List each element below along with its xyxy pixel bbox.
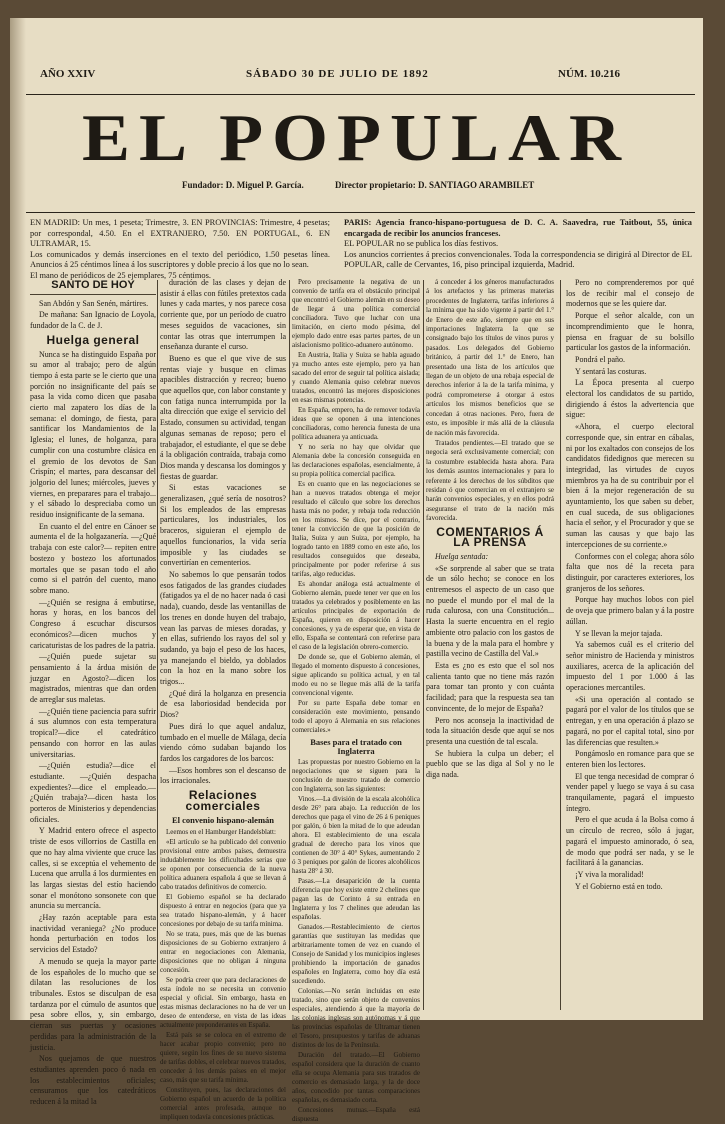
article-paragraph: á conceder á los géneros manufacturados á los artefactos y las primeras materias procedentes de Inglaterra, tarifas inferiores á la mínima que ha sido vigente á partir del 1.° de Enero de este año, siempre que en sus importaciones Inglaterra la que se consignado bajo los títulos de vinos puros y pasados. Los delegados del Gobierno británico, á partir del 1.° de Enero, han presentado una lista de los artículos que llegan de un objeto de una rebaja especial de derechos inferior á la de la tarifa mínima, y podrá comprometerse á otorgar á estos artículos los mismos beneficios que se concedan á otras naciones. Pero, fuera de esto, es imposible ir más allá de la cláusula de nación más favorecida. (426, 278, 554, 437)
subscription-insertions: Los comunicados y demás inserciones en el texto del periódico, 1.50 pesetas línea. Anuncios á 25 céntimos línea á los suscriptores y doble precio á los que no lo sean. (30, 249, 330, 270)
article-paragraph: Pero no comprenderemos por qué los de recibir mal el consejo de modernos que se les quiere dar. (566, 278, 694, 309)
article-paragraph: En Austria, Italia y Suiza se habla aguado ya mucho antes este ejemplo, pero ya han sacado del error de seguir tal política aislada; y cuando Alemania quiso celebrar nuevos tratados, encontró las mejores disposiciones en esas mismas potencias. (292, 351, 420, 404)
article-subheading: Bases para el tratado con Inglaterra (310, 737, 402, 756)
agency-holidays: EL POPULAR no se publica los días festivos. (344, 239, 499, 249)
santo-heading: SANTO DE HOY (30, 280, 156, 295)
article-paragraph: En cuanto el del entre en Cánoer se aumenta el de la holgazanería. —¿Qué trabaja con este calor?— repiten entre bostezo y bostezo los afortunados mortales que se pasan todo el año como si el patrón del cuento, mano sobre mano. (30, 521, 156, 595)
inset-paragraph: No se trata, pues, más que de las buenas disposiciones de su Gobierno extranjero á entrar en negociaciones con Alemania, disposiciones que no obligan á ninguna concesión. (160, 930, 286, 975)
agency-paris: PARIS: Agencia franco-hispano-portuguesa de D. C. A. Saavedra, rue Taitbout, 55, única encargada de recibir los anuncios franceses. (344, 218, 692, 238)
subscription-bundle: El mano de periódicos de 25 ejemplares, 75 céntimos. (30, 270, 211, 280)
page-gutter (10, 18, 26, 1020)
article-paragraph: Ganados.—Restablecimiento de ciertos garantías que sustituyan las medidas que arbitrariamente tomen de vez en cuando el Consejo de Sanidad y los municipios ingleses prohibiendo la importación de ganados españoles en Inglaterra, como hoy día está sucediendo. (292, 923, 420, 985)
column-divider (423, 280, 424, 1010)
article-paragraph: —¿Quién se resigna á embutirse, horas y horas, en los bancos del Congreso á escuchar discursos económicos?—dicen muchos y caricaturistas de los padres de la patria. (30, 597, 156, 650)
article-paragraph: Bueno es que el que vive de sus rentas viaje y busque en climas apacibles distracción y recreo; bueno que aquellos que, con labor constante y con fatiga nunca interrumpida por la alta dirección que exige el servicio del Estado, consumen su actividad, tengan algunas semanas de reposo; pero el trabajador, el estudiante, el que se debe á la obligación contraída, trabaja como Dios manda y descansa los domingos y fiestas de guardar. (160, 353, 286, 481)
column-3 (292, 278, 420, 1123)
article-paragraph: Es en cuanto que en las negociaciones se han a nuevos tratados obtenga el mejor resultado el cálculo que sobre los derechos hasta más no poder, y rebaja toda reducción en los mismos. Se dice, por el contrario, tener la convicción de que la posición de Italia, Suiza y aun Suiza, por ejemplo, ha logrado tanto en 1889 como en este año, los resultados conseguidos que deseaba, principalmente por poder referirse á sus tarifas, algo reducidas. (292, 480, 420, 578)
article-paragraph: Y el Gobierno está en todo. (575, 881, 663, 891)
column-1 (30, 278, 156, 1107)
column-5 (566, 278, 694, 1008)
issue-date: SÁBADO 30 DE JULIO DE 1892 (246, 68, 429, 80)
article-paragraph: A menudo se queja la mayor parte de los españoles de lo mucho que se dilatan las resoluciones de los tribunales. Estos se disculpan de esa tardanza por el cúmulo de asuntos que pesa sobre ellos, y, sin embargo, cierran sus puertas y ocasiones perdidas para la administración de la justicia. (30, 956, 156, 1052)
article-heading: Relaciones comerciales (185, 788, 261, 813)
article-paragraph: Pero el que acuda á la Bolsa como á un círculo de recreo, sólo á jugar, pagará el impuesto aminorado, ó sea, de modo que podrá ser nada, y se le facilitará á la ganancias. (566, 815, 694, 868)
article-paragraph: —¿Quién puede sujetar su pensamiento á la árdua misión de juzgar en Agosto?—dicen los magistrados, mientras que dan orden de arreglar sus maletas. (30, 652, 156, 705)
masthead-rule-top (26, 94, 695, 95)
article-paragraph: «Si una operación al contado se pagará por el valor de los títulos que se entregan, y en una operación á plazo se pagará, no por el capital total, sino por las diferencias que resulten.» (566, 694, 694, 747)
article-paragraph: Pues dirá lo que aquel andaluz, tumbado en el muelle de Málaga, decía viendo cómo sudaban bajando los fardos los cargadores de los barcos: (160, 721, 286, 763)
article-paragraph: En España, empero, ha de remover todavía ideas que se oponen á una intenciones conciliadoras, como herencia funesta de una política aduanera ya anticuada. (292, 406, 420, 441)
column-divider (560, 280, 561, 1010)
article-paragraph: Colonias.—No serán incluidas en este tratado, sino que serán objeto de convenios especiales, atendiendo á que la mayoría de las colonias inglesas son autónomas y á que las provincias españolas de Ultramar tienen el Tesoro, presupuestos y tarifas de aduanas distintos de los de la Península. (292, 987, 420, 1049)
article-paragraph: —Esos hombres son el descanso de los irracionales. (160, 765, 286, 786)
article-paragraph: Ya sabemos cuál es el criterio del señor ministro de Hacienda y ministros auxiliares, acerca de la aplicación del impuesto del 1 por 1.000 á las operaciones mercantiles. (566, 640, 694, 693)
treaty-continuation (426, 278, 554, 524)
article-paragraph: Conformes con el colega; ahora sólo falta que nos dé la receta para distinguir, por caracteres exteriores, los granjeros de los señores. (566, 551, 694, 593)
founder-line: Fundador: D. Miguel P. García. (182, 180, 304, 190)
article-paragraph: Nunca se ha distinguido España por su amor al trabajo; pero de algún tiempo á esta parte se le cierto que una porción no insignificante del país se pasa la vida como dicen que pasaba cierto mal zapatero los días de la semana: el domingo, de fiesta, para santificar los Mandamientos de la Iglesia; el lunes, de holganza, para cumplir con una costumbre clásica en el gremio de los devotos de San Crispín; el martes, para descansar del jolgorio del lunes; miércoles, jueves y viernes, en preparares para el trabajo... y el sábado lo despreciaba como un residuo insignificante de la semana. (30, 349, 156, 520)
column-2 (160, 278, 286, 1122)
article-paragraph: Vinos.—La división de la escala alcohólica desde 26° para abajo. La reducción de los derechos que paga el vino de 26 á 6 peniques por galón, ó bien la mitad de lo que adeudan ahora. El establecimiento de una escala gradual de derecho para los vinos que contienen de 30° á 40° Sykes, aumentando 2 ó 3 peniques por galón de licores alcohólicos hasta 28° á 30. (292, 795, 420, 875)
article-paragraph: Y no sería no hay que olvidar que Alemania debe la concesión conseguida en las declaraciones españolas, esencialmente, á su propia política comercial pacífica. (292, 443, 420, 478)
article-paragraph: Y Madrid entero ofrece el aspecto triste de esos villorrios de Castilla en que no hay alma viviente que cruce las calles, si se exceptúa el vehemento de Lucena que arrulla á los durmientes en las largas siestas del estío haciendo sonar el monótono sonsonete con que anuncia su mercancía. (30, 826, 156, 911)
column-divider (157, 280, 158, 1010)
column-divider (289, 280, 290, 1010)
article-paragraph: Pero precisamente la negativa de un convenio de tarifa era el obstáculo principal que encontró el Gobierno alemán en su deseo de llegar á una política comercial conciliadora. Tuvo que luchar con una limitación, en cierto modo pésima, del ejemplo dado entre esas partes partes, de un aislacionismo político-aduanero autónomo. (292, 278, 420, 349)
article-paragraph: «Se sorprende al saber que se trata de un sólo hecho; se conoce en los entremesos el aspecto de un caso que no puede el mundo por el mal de la ruda calurosa, con una Constitución... Hasta la suerte encuentra en el regio ambiente otro palacio con los gastos de la buena y de la mala para el hombre y pastilla vecino de Castilla del Val.» (426, 563, 554, 659)
inset-paragraph: Se podría creer que para declaraciones de esta índole no se necesita un convenio especial y oficial. Sin embargo, hasta en estas mismas declaraciones no ha de ver un deseo de entenderse, en vista de las ideas actualmente preponderantes en España. (160, 976, 286, 1030)
newspaper-title: EL POPULAR (82, 101, 631, 175)
article-paragraph: Nos quejamos de que nuestros estudiantes aprenden poco ó nada en los establecimientos oficiales; censuramos que los catedráticos reducen á la mitad la (30, 1054, 156, 1107)
article-paragraph: No sabemos lo que pensarán todos esos fatigados de las grandes ciudades (fatigados ya el de no hacer nada ó casi nada), cuando, desde las ventanillas de los trenes en donde huyen del trabajo, vean las parvas de mieses doradas, y en ellas, sufriendo los rayos del sol y sudando, ya bajo el peso de los haces, ya manejando el bieldo, ya doblados con la hoz en la mano sobre los trigos... (160, 569, 286, 687)
article-paragraph: El que tenga necesidad de comprar ó vender papel y luego se vaya á su casa tranquilamente, pagará el impuesto íntegro. (566, 771, 694, 813)
article-paragraph: duración de las clases y dejan de asistir á ellas con fútiles pretextos cada lunes y cada martes, y nos parece cosa corriente que, por un período de cuatro meses seguidos de vacaciones, sin contar las otras que interrumpen la enseñanza durante el curso. (160, 278, 286, 352)
inset-paragraph: Constituyen, pues, las declaraciones del Gobierno español un acuerdo de la política comercial antes profesada, aunque no impliquen todavía concesiones prácticas. (160, 1086, 286, 1122)
article-paragraph: ¿Qué dirá la holganza en presencia de esa laboriosidad bendecida por Dios? (160, 688, 286, 720)
masthead-rule-bottom (26, 212, 695, 213)
issue-number: NÚM. 10.216 (558, 68, 621, 80)
article-paragraph: Pero nos aconseja la inactividad de toda la situación desde que aquí se nos presenta una cuestión de tal escala. (426, 715, 554, 746)
agency-box (344, 218, 692, 271)
manana-text: De mañana: San Ignacio de Loyola, fundador de la C. de J. (30, 310, 156, 331)
director-name: D. SANTIAGO ARAMBILET (417, 180, 535, 190)
article-paragraph: Las propuestas por nuestro Gobierno en la negociaciones que se siguen para la conclusión de nuestro tratado de comercio con Inglaterra, son las siguientes: (292, 758, 420, 793)
inset-paragraph: El Gobierno español se ha declarado dispuesto á entrar en negocios (para que ya sea tratado hispano-alemán, y á hacer concesiones por debajo de su tarifa mínima. (160, 893, 286, 929)
article-paragraph: «Ahora, el cuerpo electoral corresponde que, sin entrar en cábalas, ni por los exaltados con consejos de los candidatos fidedignos que merecen su integridad, las virtudes de cuyos miembros ya ha de su contribuir por el bien á la mejor regeneración de su ayuntamiento, los que saben su deber, en cual suceda, de sus obligaciones hacia el señor, y el Procurador y que se suman las causas y que bajo las intercepciones de su corriente.» (566, 422, 694, 549)
inset-paragraph: Está país se se coloca en el extremo de hacer acabar propio convenio; pero no quiere, según los fines de su nuevo sistema de tarifas dobles, el celebrar nuevos tratados, conceder á los demás países en el mejor caso, más que su tarifa mínima. (160, 1031, 286, 1085)
article-heading: COMENTARIOS Á LA PRENSA (436, 524, 544, 550)
article-subheading: El convenio hispano-alemán (171, 815, 275, 826)
newspaper-page (10, 18, 703, 1123)
inset-paragraph: Leemos en el Hamburger Handelsblatt: (166, 828, 276, 837)
article-paragraph: Pasas.—La desaparición de la cuenta diferencia que hoy existe entre 2 chelines que pagan las de Corinto á su entrada en Inglaterra y los 7 chelines que adeudan las españolas. (292, 877, 420, 921)
article-paragraph: ¡Y viva la moralidad! (575, 869, 644, 879)
article-paragraph: Se hubiera la culpa un deber; el pueblo que se las diga al Sol y no le diga nada. (426, 748, 554, 780)
article-paragraph: Y sentará las costuras. (575, 366, 647, 376)
article-paragraph: Concesiones mutuas.—España está dispuesta (292, 1106, 420, 1123)
article-paragraph: Por su parte España debe tomar en consideración este movimiento, pensando todo el apoyo á Alemania en sus relaciones comerciales.» (292, 699, 420, 734)
article-paragraph: La Época presenta al cuerpo electoral los candidatos de su partido, dirigiendo á éstos la advertencia que sigue: (566, 378, 694, 420)
article-heading: Huelga general (46, 332, 140, 347)
article-paragraph: Tratados pendientes.—El tratado que se negocia será exclusivamente comercial; con la costumbre establecida hasta ahora. Para los demás asuntos internacionales y para lo referente á los derechos de los súbditos que residan ó que comercian en el extranjero se harán convenios especiales, y en ellos podrá aseguranse el trato de la nación más favorecida. (426, 438, 554, 523)
santo-text: San Abdón y San Senén, mártires. (39, 298, 149, 308)
article-paragraph: —¿Quién tiene paciencia para sufrir á sus alumnos con esta temperatura tropical?—dice el catedrático pensando con horror en las aulas universitarias. (30, 706, 156, 759)
article-paragraph: —¿Quién estudia?—dice el estudiante. —¿Quién despacha expedientes?—dice el empleado.—¿Quién trabaja?—dicen hasta los porteros de Ministerios y dependencias oficiales. (30, 761, 156, 824)
article-paragraph: ¿Hay razón aceptable para esta inactividad veraniega? ¿No produce honda perturbación en todos los servicios del Estado? (30, 913, 156, 955)
article-paragraph: Porque el señor alcalde, con un incomprendimiento que le honra, piensa en fraguar de su bolsillo particular los gastos de la información. (566, 311, 694, 353)
article-paragraph: Pongámoslo en romance para que se enteren bien los lectores. (566, 749, 694, 769)
article-paragraph: Duración del tratado.—El Gobierno español considera que la duración de cuanto ella se ocupa Alemania para sus tratados de comercio es demasiado larga, y la de doce años, concedido por tantas comparaciones españolas, es demasiado corta. (292, 1051, 420, 1104)
director-line (335, 180, 534, 190)
article-paragraph: Y se llevan la mejor tajada. (575, 628, 663, 638)
article-inset (160, 828, 286, 1122)
article-paragraph: Esta es ¿no es esto que el sol nos calienta tanto que no tiene más razón para tomar tan pronto y con cuánta facilidad; para que la respuesta sea tan convincente, de lo mejor de España? (426, 661, 554, 713)
volume-label: AÑO XXIV (40, 68, 96, 80)
article-lead: Huelga sentada: (435, 551, 489, 561)
article-paragraph: De donde se, que el Gobierno alemán, el llegado el momento dispuesto á concesiones, sigue aplicando su política actual, y en tal modo eu no se llegue más allá de la tarifa convencional vigente. (292, 653, 420, 697)
article-paragraph: Es ahondar análoga está actualmente el Gobierno alemán, puede tener ver que en los tratados ya celebrados y posiblemente en las artículos principales de exportación de España, quieren en disposición á hacer concesiones, y ya de esperar que, en vista de ello, España se contentará con referirse para el caso de la legislación obrero-comercio. (292, 580, 420, 651)
column-4 (426, 278, 554, 1008)
article-paragraph: Si estas vacaciones se generalizasen, ¿qué sería de nosotros? Si los empleados de las empresas particulares, los industriales, los braceros, siguieran el ejemplo de aquellos funcionarios, la vida sería imposible y las ciudades se convertirían en cementerios. (160, 483, 286, 568)
article-paragraph: Porque hay muchos lobos con piel de oveja que primero balan y á la postre aúllan. (566, 595, 694, 626)
subscription-prices: EN MADRID: Un mes, 1 peseta; Trimestre, 3. EN PROVINCIAS: Trimestre, 4 pesetas; por correspondal, 4.50. En el EXTRANJERO, 7.50. EN PORTUGAL, 6. EN ULTRAMAR, 15. (30, 218, 330, 249)
director-label: Director propietario: (335, 180, 416, 190)
inset-paragraph: «El artículo se ha publicado del convenio provisional entre ambos países, demuestra indudablemente los dificultades serias que se oponen por consecuencia de la nueva política aduanera española á que se llevan á cabo tratados definitivos de comercio. (160, 838, 286, 892)
subscription-box (30, 218, 330, 282)
agency-correspondence: Los anuncios corrientes á precios convencionales. Toda la correspondencia se dirigirá al Director de EL POPULAR, calle de Cervantes, 16, piso principal izquierda, Madrid. (344, 249, 692, 270)
article-paragraph: Pondrá el paño. (575, 354, 625, 364)
